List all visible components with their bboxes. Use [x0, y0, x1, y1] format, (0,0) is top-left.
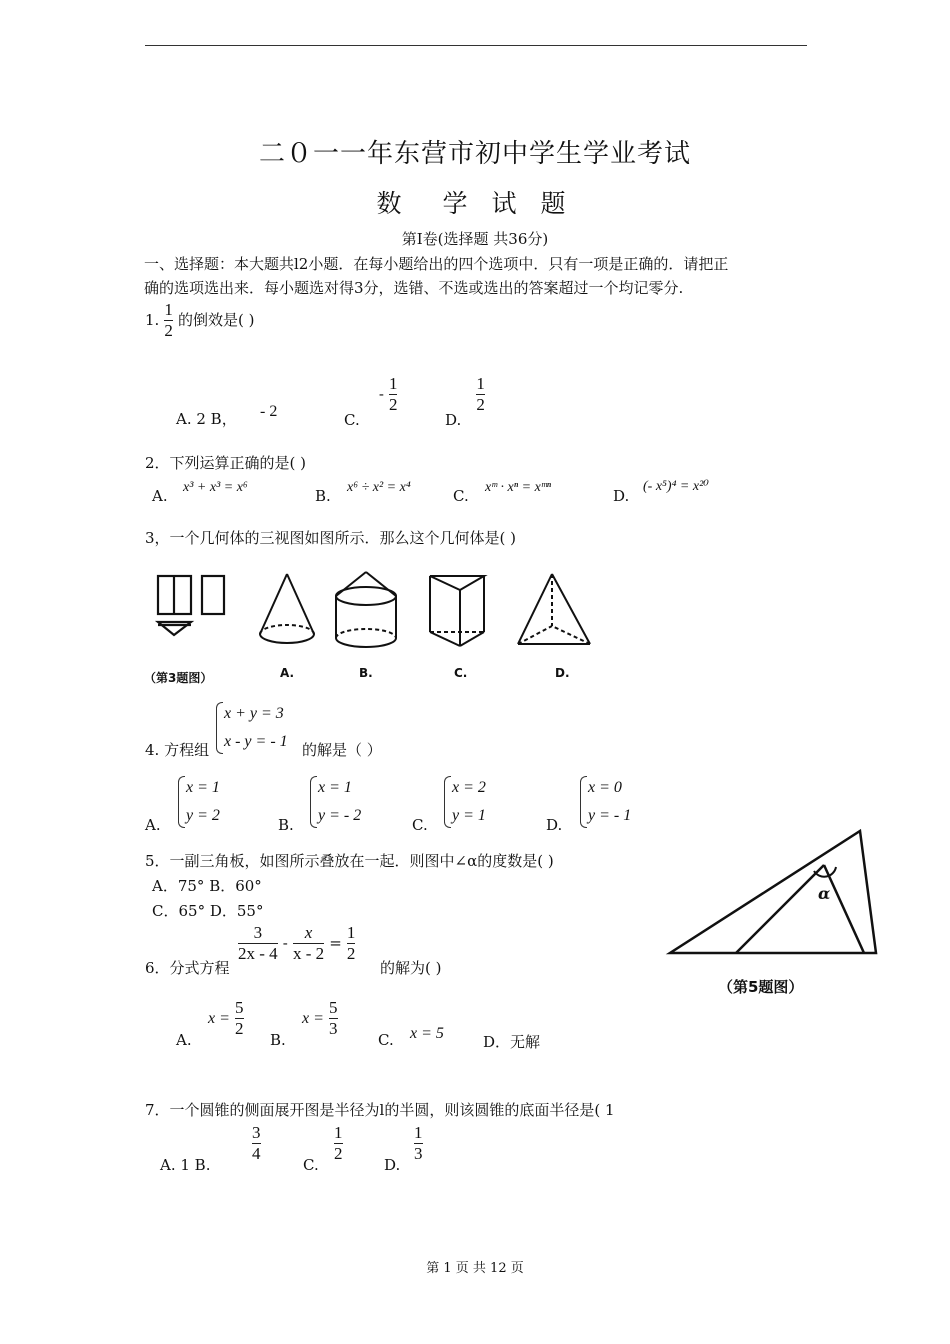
- q4-system: x + y = 3 x - y = - 1: [224, 700, 288, 756]
- q7-option-c-value: $\frac{1}{2}$: [334, 1123, 343, 1163]
- q2-option-c-expr: xᵐ · xⁿ = xᵐⁿ: [485, 480, 552, 495]
- q4-option-b-label: B.: [278, 816, 294, 834]
- q1-option-d: D. $\frac{1}{2}$: [445, 374, 485, 429]
- question-1: [145, 300, 254, 341]
- q6-suffix: 的解为( ): [380, 959, 442, 977]
- q4-option-c: x = 2 y = 1: [452, 774, 486, 830]
- q5-options-row2: C．65° D．55°: [152, 902, 264, 920]
- q4-option-c-label: C.: [412, 816, 428, 834]
- q7-option-d-value: $\frac{1}{3}$: [414, 1123, 423, 1163]
- q2-option-c-label: C.: [453, 487, 469, 505]
- q4-option-a-label: A.: [145, 816, 161, 834]
- q4-option-b: x = 1 y = - 2: [318, 774, 361, 830]
- q1-option-b-value: - 2: [260, 403, 278, 420]
- exam-title: 二０一一年东营市初中学生学业考试: [258, 139, 691, 169]
- q2-option-b-label: B.: [315, 487, 331, 505]
- header-rule: [145, 45, 807, 46]
- q3-figure-caption: （第3题图）: [144, 671, 213, 685]
- q5-options-row1: A．75° B．60°: [152, 877, 262, 895]
- q6-option-a: x = $\frac{5}{2}$: [208, 998, 244, 1038]
- q2-option-d-label: D.: [613, 487, 630, 505]
- q7-option-d-label: D.: [384, 1156, 401, 1174]
- q6-prefix: 6．分式方程: [145, 959, 230, 977]
- q6-option-a-label: A.: [176, 1031, 192, 1049]
- set-square-small-right: [824, 865, 864, 953]
- q5-alpha-label: α: [818, 884, 831, 903]
- q3-label-b: B.: [359, 666, 373, 680]
- instructions-line2: 确的选项选出来．每小题选对得3分，选错、不选或选出的答案超过一个均记零分.: [144, 279, 684, 297]
- q6-option-c-expr: x = 5: [410, 1025, 444, 1042]
- q6-option-d: D．无解: [483, 1033, 541, 1051]
- q6-equation: $\frac{3}{2x - 4}$ - $\frac{x}{x - 2}$ = $\frac{1}{2}$: [238, 923, 356, 963]
- q3-figure: [150, 568, 600, 663]
- three-view-drawing: [158, 576, 224, 635]
- q1-fraction: $\frac{1}{2}$: [164, 300, 173, 340]
- cylinder-cone-shape: [336, 572, 396, 647]
- pyramid-shape: [518, 574, 590, 644]
- q1-number: 1.: [145, 311, 160, 329]
- q4-option-d: x = 0 y = - 1: [588, 774, 631, 830]
- q5-figure: [664, 825, 884, 960]
- q4-option-a: x = 1 y = 2: [186, 774, 220, 830]
- q2-option-a-label: A.: [152, 487, 168, 505]
- q2-option-b-expr: x⁶ ÷ x² = x⁴: [347, 480, 411, 495]
- q1-option-a: A. 2 B，: [176, 410, 237, 428]
- q4-option-d-label: D.: [546, 816, 563, 834]
- q1-text: 的倒效是( ): [178, 311, 255, 329]
- prism-shape: [430, 576, 484, 646]
- cone-shape: [260, 574, 314, 643]
- q2-option-d-expr: (- x⁵)⁴ = x²⁰: [643, 479, 709, 494]
- instructions-line1: 一、选择题：本大题共l2小题．在每小题给出的四个选项中．只有一项是正确的．请把正: [144, 255, 729, 273]
- q3-label-d: D.: [555, 666, 570, 680]
- set-square-large: [670, 831, 876, 953]
- subject-title: 数 学 试 题: [376, 189, 574, 218]
- q2-option-a-expr: x³ + x³ = x⁶: [183, 480, 248, 495]
- section-heading: 第Ⅰ卷(选择题 共36分): [401, 230, 549, 248]
- q4-suffix: 的解是（ ）: [302, 741, 382, 759]
- q7-option-a: A. 1 B.: [160, 1156, 211, 1174]
- page-footer: 第 1 页 共 12 页: [426, 1261, 524, 1276]
- set-square-small-left: [736, 865, 824, 953]
- q5-text: 5．一副三角板，如图所示叠放在一起．则图中∠α的度数是( ): [145, 852, 554, 870]
- q6-option-b-label: B.: [270, 1031, 286, 1049]
- q1-option-c: C. - $\frac{1}{2}$: [344, 374, 398, 429]
- q2-text: 2．下列运算正确的是( ): [145, 454, 307, 472]
- q7-text: 7．一个圆锥的侧面展开图是半径为l的半圆，则该圆锥的底面半径是( 1: [145, 1101, 615, 1119]
- q5-figure-caption: （第5题图）: [718, 978, 804, 996]
- q6-option-c-label: C.: [378, 1031, 394, 1049]
- q7-option-c-label: C.: [303, 1156, 319, 1174]
- q4-prefix: 4. 方程组: [145, 741, 210, 759]
- q7-option-b-value: $\frac{3}{4}$: [252, 1123, 261, 1163]
- q3-label-c: C.: [454, 666, 468, 680]
- q3-text: 3，一个几何体的三视图如图所示．那么这个几何体是( ): [145, 529, 517, 547]
- q3-label-a: A.: [280, 666, 295, 680]
- q6-option-b: x = $\frac{5}{3}$: [302, 998, 338, 1038]
